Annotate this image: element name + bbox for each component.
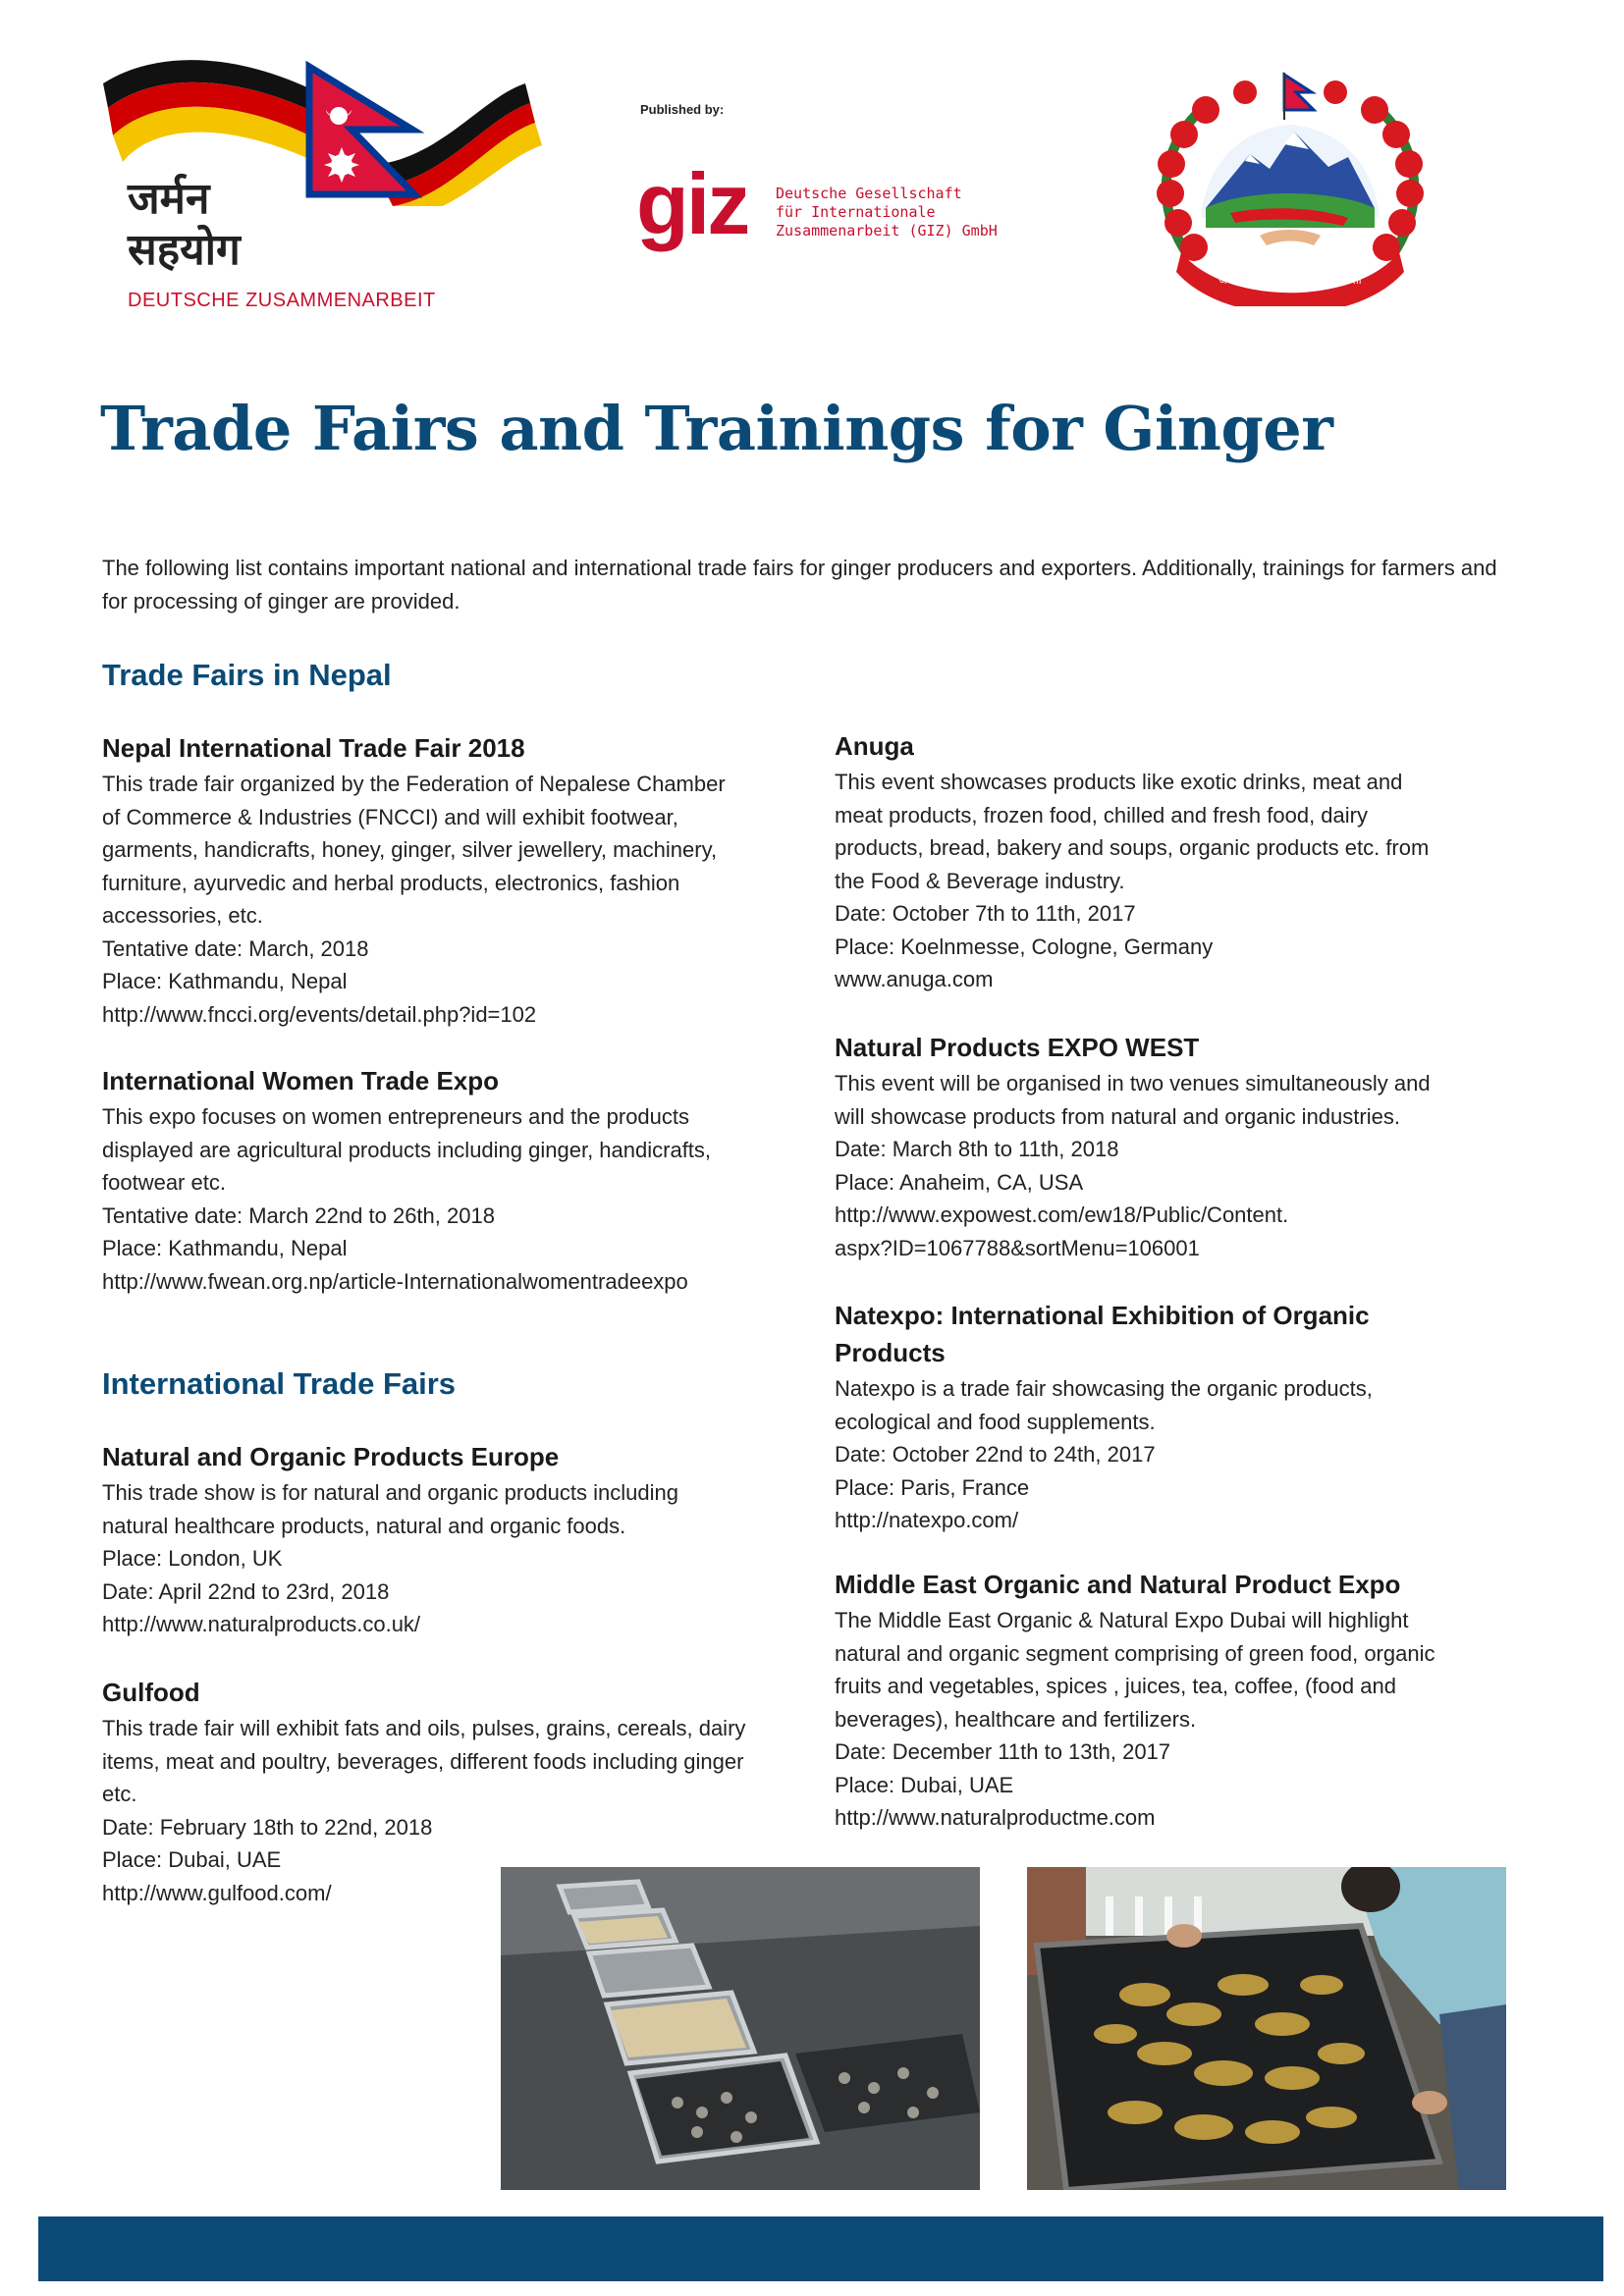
entry-line: the Food & Beverage industry. [835,868,1125,893]
entry-line: furniture, ayurvedic and herbal products, electronics, fashion [102,870,680,895]
german-cooperation-logo [98,49,550,324]
entry-line: fruits and vegetables, spices , juices, tea, coffee, (food and [835,1674,1396,1698]
entry-date: Date: February 18th to 22nd, 2018 [102,1814,433,1840]
giz-line-1: Deutsche Gesellschaft [776,185,962,202]
entry-title: Gulfood [102,1678,200,1707]
entry-line: This trade fair will exhibit fats and oils, pulses, grains, cereals, dairy [102,1716,746,1740]
entry-line: etc. [102,1782,137,1806]
entry-line: products, bread, bakery and soups, organic products etc. from [835,835,1430,860]
entry-line: natural healthcare products, natural and organic foods. [102,1513,626,1538]
entry-line: garments, handicrafts, honey, ginger, silver jewellery, machinery, [102,837,718,862]
entry-title: Natural Products EXPO WEST [835,1033,1200,1062]
entry-url: www.anuga.com [835,967,994,991]
entry-line: of Commerce & Industries (FNCCI) and will exhibit footwear, [102,804,678,829]
giz-logo [636,155,1049,275]
entry-url: http://natexpo.com/ [835,1508,1019,1532]
entry-url: http://www.fwean.org.np/article-Internationalwomentradeexpo [102,1268,688,1294]
entry-nepal-international-trade-fair [102,730,809,1031]
entry-anuga [835,728,1522,996]
deutsche-zusammenarbeit-caption: DEUTSCHE ZUSAMMENARBEIT [128,290,436,311]
entry-url: http://www.gulfood.com/ [102,1880,332,1905]
section-heading-nepal: Trade Fairs in Nepal [102,658,392,692]
entry-line: items, meat and poultry, beverages, different foods including ginger [102,1748,744,1774]
entry-title-line-1: Natexpo: International Exhibition of Organic [835,1301,1370,1330]
devanagari-line-1: जर्मन [128,174,210,224]
entry-natural-products-expo-west [835,1030,1522,1264]
entry-place: Place: Dubai, UAE [835,1772,1014,1797]
entry-title: International Women Trade Expo [102,1066,500,1095]
entry-natural-organic-products-europe [102,1439,809,1641]
nepal-emblem-motto: जननी जन्मभूमिश्च स्वर्गादपि गरीयसी [1218,274,1362,287]
entry-line: will showcase products from natural and organic industries. [835,1103,1400,1129]
photo-ginger-drying-trays [501,1867,980,2190]
ginger-drying-trays-image [501,1867,980,2190]
intro-paragraph: The following list contains important national and international trade fairs for ginger producers and exporters. Additionally, trainings for farmers and for processing of ginger are provided. [102,556,1497,614]
entry-place: Place: Kathmandu, Nepal [102,1236,348,1260]
entry-line: accessories, etc. [102,903,263,928]
giz-line-2: für Internationale [776,203,936,221]
entry-line: This event will be organised in two venues simultaneously and [835,1071,1431,1095]
entry-line: Natexpo is a trade fair showcasing the organic products, [835,1376,1373,1401]
entry-url: http://www.fncci.org/events/detail.php?id=102 [102,1001,537,1027]
entry-title: Nepal International Trade Fair 2018 [102,733,525,763]
entry-line: beverages), healthcare and fertilizers. [835,1706,1197,1732]
nepal-emblem [1147,71,1434,306]
entry-natexpo [835,1298,1522,1537]
entry-date: Date: December 11th to 13th, 2017 [835,1739,1171,1764]
entry-date: Date: October 7th to 11th, 2017 [835,901,1136,926]
entry-date: Tentative date: March 22nd to 26th, 2018 [102,1202,495,1228]
entry-place: Place: Anaheim, CA, USA [835,1169,1084,1195]
entry-place: Place: London, UK [102,1546,283,1571]
entry-title: Middle East Organic and Natural Product Expo [835,1570,1401,1599]
giz-line-3: Zusammenarbeit (GIZ) GmbH [776,222,998,240]
giz-full-name [776,185,998,240]
entry-date: Tentative date: March, 2018 [102,935,369,961]
entry-line: The Middle East Organic & Natural Expo Dubai will highlight [835,1608,1409,1632]
entry-line: This trade show is for natural and organic products including [102,1480,678,1505]
giz-wordmark: giz [636,155,748,252]
entry-line: This expo focuses on women entrepreneurs and the products [102,1104,690,1129]
entry-url-continued: aspx?ID=1067788&sortMenu=106001 [835,1235,1200,1260]
entry-place: Place: Koelnmesse, Cologne, Germany [835,934,1214,959]
entry-place: Place: Dubai, UAE [102,1847,282,1872]
devanagari-line-2: सहयोग [128,225,241,275]
entry-title-line-2: Products [835,1338,946,1367]
published-by-label: Published by: [640,102,725,117]
entry-line: meat products, frozen food, chilled and fresh food, dairy [835,802,1368,828]
photo-farmer-sorting-ginger [1027,1867,1506,2190]
entry-date: Date: October 22nd to 24th, 2017 [835,1442,1156,1467]
entry-date: Date: April 22nd to 23rd, 2018 [102,1578,390,1604]
entry-title: Anuga [835,731,914,761]
entry-line: This trade fair organized by the Federation of Nepalese Chamber [102,772,726,796]
farmer-sorting-ginger-image [1027,1867,1506,2190]
entry-place: Place: Paris, France [835,1474,1030,1500]
entry-line: natural and organic segment comprising of green food, organic [835,1640,1435,1666]
entry-place: Place: Kathmandu, Nepal [102,969,348,993]
entry-title: Natural and Organic Products Europe [102,1442,560,1471]
entry-url: http://www.naturalproductme.com [835,1805,1156,1830]
entry-line: ecological and food supplements. [835,1409,1156,1434]
entry-date: Date: March 8th to 11th, 2018 [835,1137,1119,1161]
footer-bar [38,2216,1603,2281]
entry-international-women-trade-expo [102,1063,809,1298]
nepal-coat-of-arms-icon [1147,71,1434,306]
entry-url: http://www.naturalproducts.co.uk/ [102,1612,421,1636]
page-title: Trade Fairs and Trainings for Ginger [100,393,1333,464]
section-heading-international: International Trade Fairs [102,1366,457,1401]
entry-line: This event showcases products like exotic drinks, meat and [835,770,1403,794]
entry-middle-east-organic-expo [835,1567,1522,1835]
entry-url: http://www.expowest.com/ew18/Public/Content. [835,1202,1289,1227]
entry-line: footwear etc. [102,1170,226,1195]
entry-line: displayed are agricultural products including ginger, handicrafts, [102,1137,712,1162]
